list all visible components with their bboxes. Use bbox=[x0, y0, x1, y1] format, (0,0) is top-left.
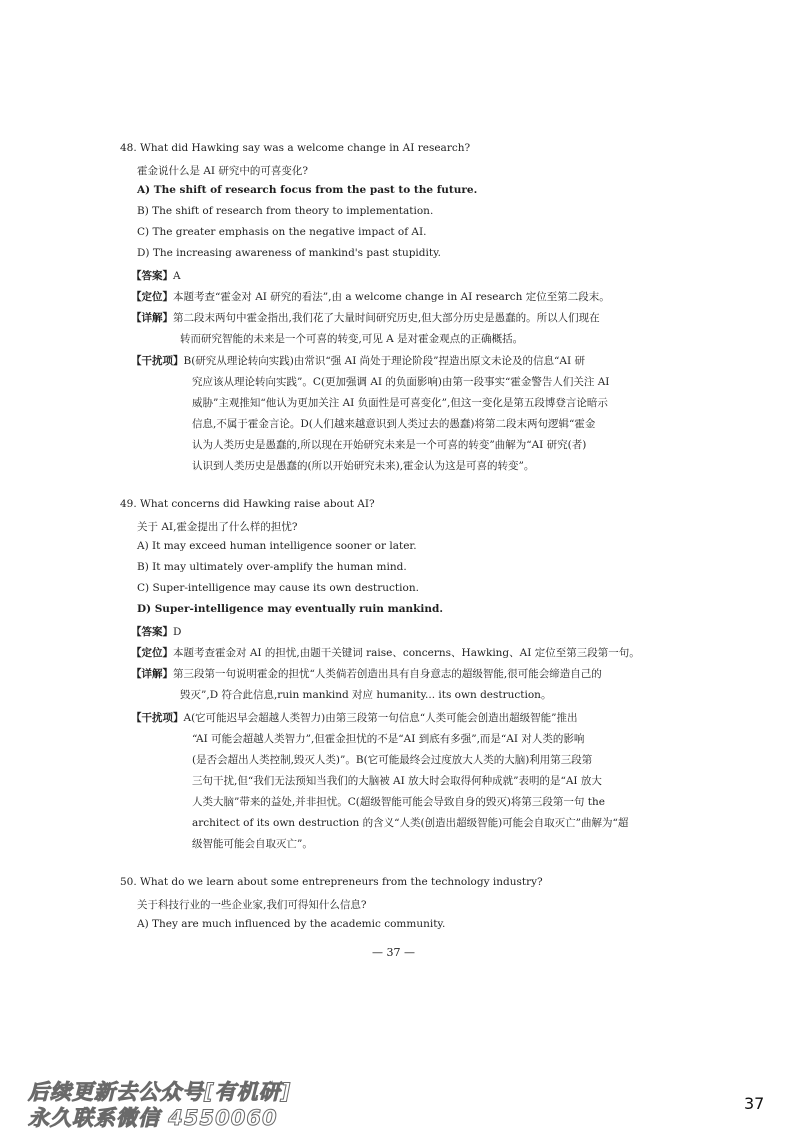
distract-tag: 【干扰项】 bbox=[131, 355, 184, 367]
detail-tag: 【详解】 bbox=[131, 312, 173, 324]
watermark-line2: 永久联系微信 4550060 bbox=[28, 1106, 278, 1130]
corner-page-number: 37 bbox=[744, 1094, 765, 1113]
q50-option-a: A) They are much influenced by the academic community. bbox=[137, 918, 446, 930]
distract-text-line5: 认为人类历史是愚蠢的,所以现在开始研究未来是一个可喜的转变”曲解为“AI 研究(者) bbox=[192, 439, 587, 451]
question-49: 49. What concerns did Hawking raise about AI? bbox=[120, 498, 375, 510]
distract-text-line1: B(研究从理论转向实践)由常识“强 AI 尚处于理论阶段”捏造出原文未论及的信息“AI 研 bbox=[183, 355, 585, 367]
q48-option-c: C) The greater emphasis on the negative impact of AI. bbox=[137, 226, 427, 238]
detail-tag: 【详解】 bbox=[131, 668, 173, 680]
distract-text-line3: (是否会超出人类控制,毁灭人类)”。B(它可能最终会过度放大人类的大脑)利用第三段第 bbox=[192, 754, 593, 766]
page-number-label: — 37 — bbox=[372, 946, 415, 959]
distract-text-line4: 信息,不属于霍金言论。D(人们越来越意识到人类过去的愚蠢)将第二段末两句逻辑“霍金 bbox=[192, 418, 596, 430]
q48-distract-row bbox=[131, 353, 585, 368]
answer-value: A bbox=[173, 270, 181, 282]
distract-text-line2: “AI 可能会超越人类智力”,但霍金担忧的不是“AI 到底有多强”,而是“AI 对人类的影响 bbox=[192, 733, 585, 745]
locate-text: 本题考查霍金对 AI 的担忧,由题干关键词 raise、concerns、Hawking、AI 定位至第三段第一句。 bbox=[173, 647, 640, 659]
locate-text: 本题考查“霍金对 AI 研究的看法”,由 a welcome change in AI research 定位至第二段末。 bbox=[173, 291, 610, 303]
locate-tag: 【定位】 bbox=[131, 647, 173, 659]
question-48-cn: 霍金说什么是 AI 研究中的可喜变化? bbox=[137, 165, 309, 177]
q48-option-b: B) The shift of research from theory to implementation. bbox=[137, 205, 434, 217]
detail-text-line2: 毁灭”,D 符合此信息,ruin mankind 对应 humanity... its own destruction。 bbox=[180, 689, 552, 701]
q49-locate-row bbox=[131, 645, 640, 660]
locate-tag: 【定位】 bbox=[131, 291, 173, 303]
q48-detail-row bbox=[131, 310, 600, 325]
distract-text-line6: architect of its own destruction 的含义“人类(创造出超级智能)可能会自取灭亡”曲解为“超 bbox=[192, 817, 629, 829]
q49-detail-row bbox=[131, 666, 602, 681]
detail-text-line1: 第三段第一句说明霍金的担忧“人类倘若创造出具有自身意志的超级智能,很可能会缔造自己的 bbox=[173, 668, 602, 680]
q49-option-c: C) Super-intelligence may cause its own destruction. bbox=[137, 582, 419, 594]
q48-locate-row bbox=[131, 289, 610, 304]
question-49-cn: 关于 AI,霍金提出了什么样的担忧? bbox=[137, 521, 298, 533]
watermark-line1: 后续更新去公众号[有机研] bbox=[28, 1080, 292, 1104]
q48-option-d: D) The increasing awareness of mankind's past stupidity. bbox=[137, 247, 441, 259]
detail-text-line2: 转而研究智能的未来是一个可喜的转变,可见 A 是对霍金观点的正确概括。 bbox=[180, 333, 524, 345]
distract-text-line5: 人类大脑”带来的益处,并非担忧。C(超级智能可能会导致自身的毁灭)将第三段第一句 the bbox=[192, 796, 605, 808]
question-50-cn: 关于科技行业的一些企业家,我们可得知什么信息? bbox=[137, 899, 367, 911]
distract-text-line3: 威胁”主观推知“他认为更加关注 AI 负面性是可喜变化”,但这一变化是第五段博登言论暗示 bbox=[192, 397, 608, 409]
answer-value: D bbox=[173, 626, 182, 638]
q49-option-d: D) Super-intelligence may eventually ruin mankind. bbox=[137, 603, 444, 615]
question-50: 50. What do we learn about some entrepreneurs from the technology industry? bbox=[120, 876, 543, 888]
distract-text-line6: 认识到人类历史是愚蠢的(所以开始研究未来),霍金认为这是可喜的转变”。 bbox=[192, 460, 535, 472]
distract-text-line2: 究应该从理论转向实践”。C(更加强调 AI 的负面影响)由第一段事实“霍金警告人们关注 AI bbox=[192, 376, 610, 388]
answer-tag: 【答案】 bbox=[131, 626, 173, 638]
q49-answer-row bbox=[131, 624, 181, 639]
q49-option-b: B) It may ultimately over-amplify the human mind. bbox=[137, 561, 407, 573]
distract-tag: 【干扰项】 bbox=[131, 712, 184, 724]
q49-option-a: A) It may exceed human intelligence sooner or later. bbox=[137, 540, 417, 552]
q48-answer-row bbox=[131, 268, 181, 283]
q48-option-a: A) The shift of research focus from the past to the future. bbox=[137, 184, 478, 196]
distract-text-line4: 三句干扰,但“我们无法预知当我们的大脑被 AI 放大时会取得何种成就”表明的是“AI 放大 bbox=[192, 775, 602, 787]
answer-tag: 【答案】 bbox=[131, 270, 173, 282]
distract-text-line1: A(它可能迟早会超越人类智力)由第三段第一句信息“人类可能会创造出超级智能”推出 bbox=[183, 712, 578, 724]
detail-text-line1: 第二段末两句中霍金指出,我们花了大量时间研究历史,但大部分历史是愚蠢的。所以人们现在 bbox=[173, 312, 600, 324]
q49-distract-row bbox=[131, 710, 578, 725]
question-48: 48. What did Hawking say was a welcome change in AI research? bbox=[120, 142, 471, 154]
distract-text-line7: 级智能可能会自取灭亡”。 bbox=[192, 838, 313, 850]
